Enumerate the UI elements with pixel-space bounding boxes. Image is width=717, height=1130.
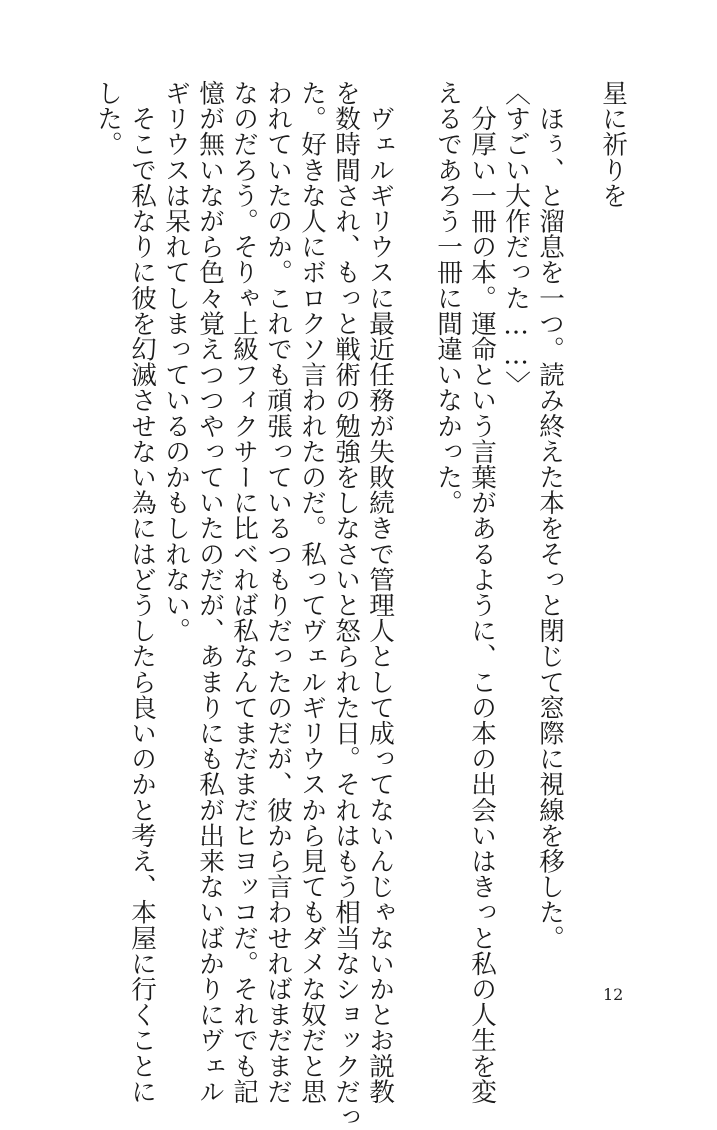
text-column: そこで私なりに彼を幻滅させない為にはどうしたら良いのかと考え、本屋に行くことに bbox=[127, 80, 157, 1104]
text-column: した。 bbox=[93, 80, 123, 157]
page-number: 12 bbox=[603, 985, 624, 1004]
text-column: た。好きな人にボロクソ言われたのだ。私ってヴェルギリウスから見てもダメな奴だと思 bbox=[297, 80, 327, 1104]
text-column: えるであろう一冊に間違いなかった。 bbox=[433, 80, 463, 516]
text-column: なのだろう。そりゃ上級フィクサーに比べれば私なんてまだまだヒヨッコだ。それでも記 bbox=[229, 80, 259, 1104]
text-column: われていたのか。これでも頑張っているつもりだったのだが、彼から言わせればまだまだ bbox=[263, 80, 293, 1104]
text-column: 憶が無いながら色々覚えつつやっていたのだが、あまりにも私が出来ないばかりにヴェル bbox=[195, 80, 225, 1104]
chapter-title: 星に祈りを bbox=[598, 80, 628, 208]
text-column: 分厚い一冊の本。運命という言葉があるように、この本の出会いはきっと私の人生を変 bbox=[467, 80, 497, 1104]
text-column: ギリウスは呆れてしまっているのかもしれない。 bbox=[161, 80, 191, 644]
text-column: を数時間され、もっと戦術の勉強をしなさいと怒られた日。それはもう相当なショックだっ bbox=[331, 80, 361, 1130]
text-column: 〈すごい大作だった……〉 bbox=[501, 80, 531, 396]
text-column: ほぅ、と溜息を一つ。読み終えた本をそっと閉じて窓際に視線を移した。 bbox=[535, 80, 565, 951]
text-column: ヴェルギリウスに最近任務が失敗続きで管理人として成ってないんじゃないかとお説教 bbox=[365, 80, 395, 1104]
